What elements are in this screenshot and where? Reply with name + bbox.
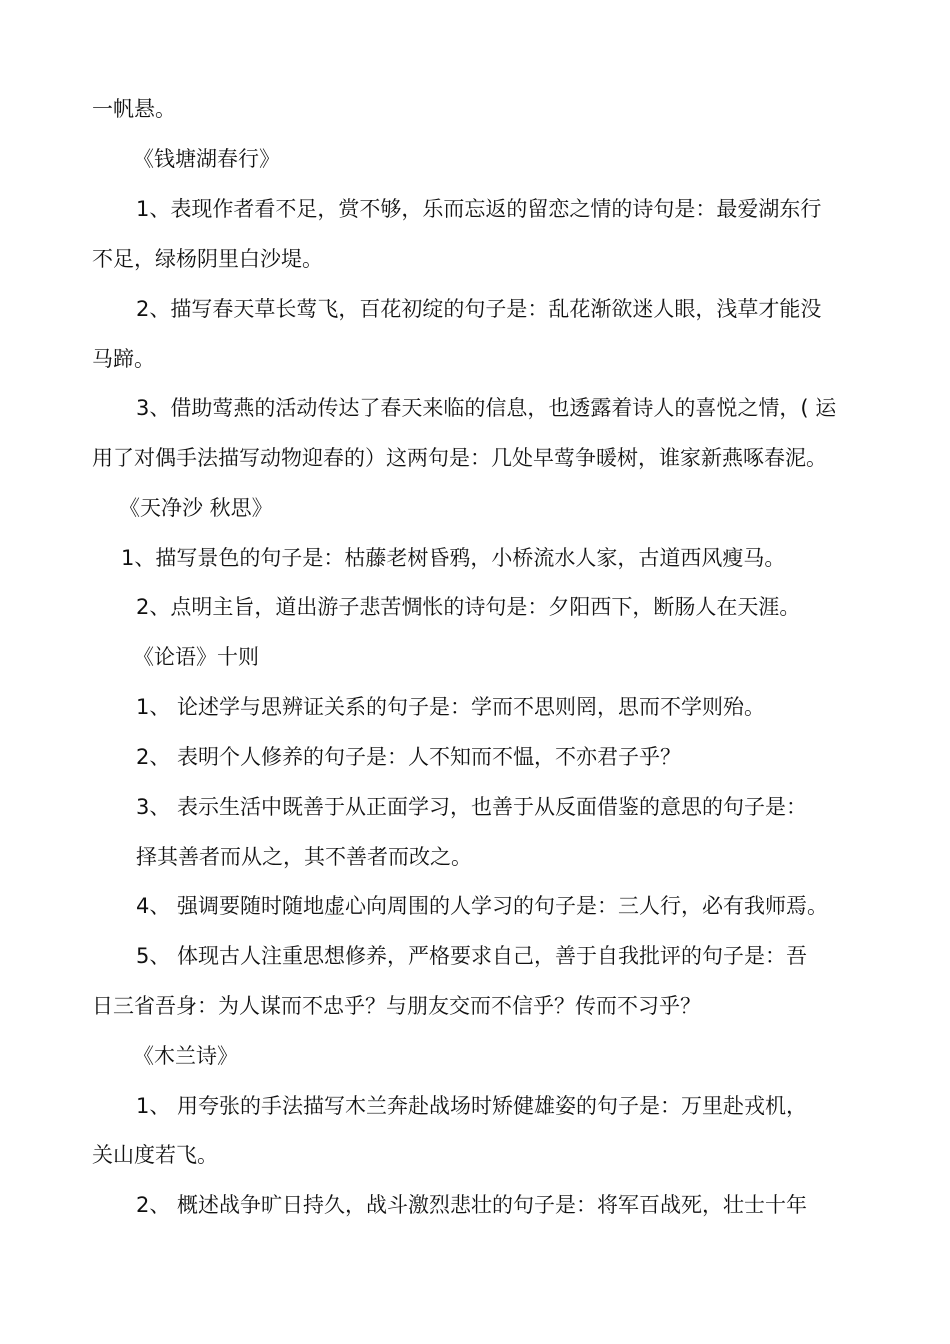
list-item: 1、 用夸张的手法描写木兰奔赴战场时矫健雄姿的句子是：万里赴戎机， — [136, 1094, 808, 1118]
text-line: 1、表现作者看不足，赏不够，乐而忘返的留恋之情的诗句是：最爱湖东行 — [136, 197, 822, 221]
list-item: 2、 表明个人修养的句子是：人不知而不愠，不亦君子乎？ — [136, 745, 682, 769]
text-line: 1、描写景色的句子是：枯藤老树昏鸦，小桥流水人家，古道西风瘦马。 — [121, 546, 786, 570]
text-line: 2、点明主旨，道出游子悲苦惆怅的诗句是：夕阳西下，断肠人在天涯。 — [136, 595, 801, 619]
text-line: 用了对偶手法描写动物迎春的）这两句是：几处早莺争暖树，谁家新燕啄春泥。 — [92, 446, 827, 470]
section-title: 《钱塘湖春行》 — [133, 147, 280, 171]
text-line: 2、描写春天草长莺飞，百花初绽的句子是：乱花渐欲迷人眼，浅草才能没 — [136, 297, 822, 321]
list-item: 4、 强调要随时随地虚心向周围的人学习的句子是：三人行，必有我师焉。 — [136, 894, 829, 918]
section-title: 《木兰诗》 — [133, 1044, 238, 1068]
text-line: 3、借助莺燕的活动传达了春天来临的信息，也透露着诗人的喜悦之情，( 运 — [136, 396, 837, 420]
text-line: 关山度若飞。 — [92, 1143, 218, 1167]
text-line: 马蹄。 — [92, 347, 155, 371]
list-item: 2、 概述战争旷日持久，战斗激烈悲壮的句子是：将军百战死，壮士十年 — [136, 1193, 808, 1217]
text-line: 不足，绿杨阴里白沙堤。 — [92, 247, 323, 271]
list-item: 3、 表示生活中既善于从正面学习，也善于从反面借鉴的意思的句子是： — [136, 795, 808, 819]
text-line: 择其善者而从之，其不善者而改之。 — [136, 845, 472, 869]
list-item: 5、 体现古人注重思想修养，严格要求自己，善于自我批评的句子是：吾 — [136, 944, 808, 968]
list-item: 1、 论述学与思辨证关系的句子是：学而不思则罔，思而不学则殆。 — [136, 695, 766, 719]
text-line: 一帆悬。 — [92, 97, 176, 121]
text-line: 日三省吾身：为人谋而不忠乎？与朋友交而不信乎？传而不习乎？ — [92, 994, 701, 1018]
section-title: 《论语》十则 — [133, 645, 259, 669]
section-title: 《天净沙 秋思》 — [119, 496, 273, 520]
